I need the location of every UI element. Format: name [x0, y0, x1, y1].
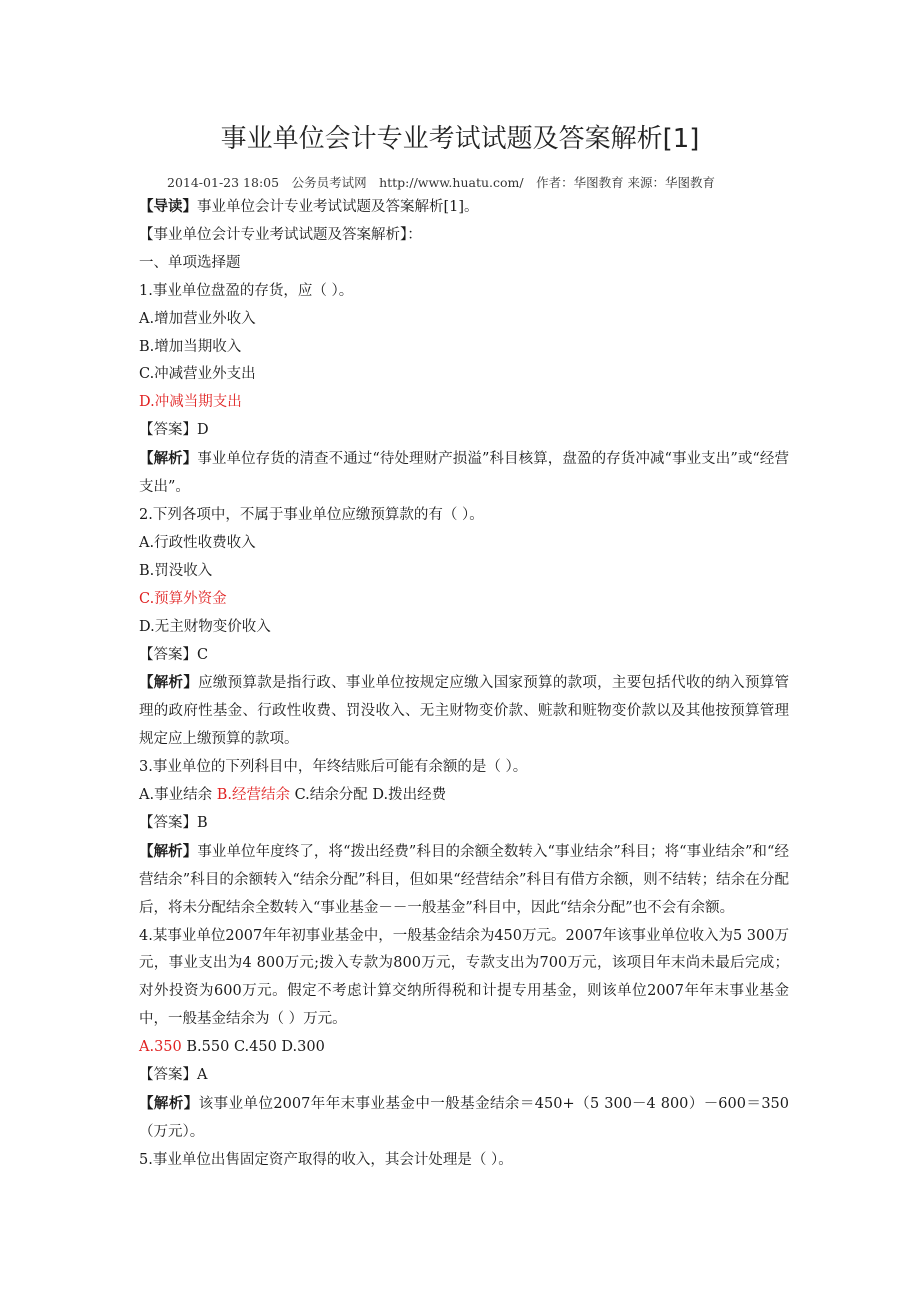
- intro-daodu: [139, 193, 789, 222]
- analysis-tag: 【解析】: [139, 1095, 199, 1112]
- answer-tag: 【答案】: [139, 646, 197, 663]
- q1-answer-value: D: [197, 422, 209, 439]
- q4-stem: 4.某事业单位2007年年初事业基金中，一般基金结余为450万元。2007年该事业单位收入为5 300万元，事业支出为4 800万元;拨入专款为800万元，专款支出为700万元，该项目年末尚未最后完成；对外投资为600万元。假定不考虑计算交纳所得税和计提专用基金，则该单位2007年年末事业基金中，一般基金结余为（ ）万元。: [139, 927, 789, 1028]
- q3-option-a: A.事业结余: [139, 787, 213, 804]
- q4-options: [139, 1034, 789, 1062]
- q3-analysis-text: 事业单位年度终了，将“拨出经费”科目的余额全数转入“事业结余”科目；将“事业结余”和“经营结余”科目的余额转入“结余分配”科目，但如果“经营结余”科目有借方余额，则不结转；结余在分配后，将未分配结余全数转入“事业基金－－一般基金”科目中，因此“结余分配”也不会有余额。: [139, 843, 790, 916]
- q3-option-d: D.拨出经费: [372, 787, 447, 804]
- q1-answer: [139, 417, 789, 445]
- intro-header: 【事业单位会计专业考试试题及答案解析】：: [139, 226, 422, 243]
- q4-option-b: B.550: [186, 1039, 230, 1056]
- analysis-tag: 【解析】: [139, 674, 199, 692]
- analysis-tag: 【解析】: [139, 450, 198, 468]
- q5-stem: 5.事业单位出售固定资产取得的收入，其会计处理是（ ）。: [139, 1151, 513, 1168]
- q2-option-d: D.无主财物变价收入: [139, 618, 271, 635]
- q4-analysis: [139, 1090, 789, 1147]
- q2-analysis: [139, 669, 789, 754]
- q2-option-b: B.罚没收入: [139, 562, 213, 579]
- q4-analysis-text: 该事业单位2007年年末事业基金中一般基金结余＝450+（5 300－4 800）－600＝350（万元）。: [139, 1096, 789, 1140]
- q3-analysis: [139, 838, 789, 923]
- article-title: 事业单位会计专业考试试题及答案解析[1]: [220, 124, 700, 154]
- q3-answer-value: B: [197, 814, 208, 831]
- q1-option-a: A.增加营业外收入: [139, 310, 256, 327]
- q1-option-b: B.增加当期收入: [139, 338, 242, 355]
- q1-analysis: [139, 445, 789, 502]
- q2-option-a: A.行政性收费收入: [139, 534, 256, 551]
- q3-options: [139, 782, 789, 810]
- q1-analysis-text: 事业单位存货的清查不通过“待处理财产损溢”科目核算，盘盈的存货冲减“事业支出”或“经营支出”。: [139, 451, 789, 496]
- daodu-tag: 【导读】: [139, 198, 197, 215]
- article-meta: 2014-01-23 18:05 公务员考试网 http://www.huatu.com/ 作者：华图教育 来源：华图教育: [167, 175, 716, 190]
- q4-answer-value: A: [197, 1067, 208, 1084]
- q1-option-d-correct: D.冲减当期支出: [139, 394, 242, 411]
- q3-option-c: C.结余分配: [294, 787, 368, 804]
- q2-answer: [139, 642, 789, 670]
- analysis-tag: 【解析】: [139, 842, 198, 860]
- q4-option-a-correct: A.350: [139, 1039, 182, 1056]
- q2-stem: 2.下列各项中，不属于事业单位应缴预算款的有（ ）。: [139, 506, 484, 523]
- daodu-text: 事业单位会计专业考试试题及答案解析[1]。: [197, 199, 479, 215]
- answer-tag: 【答案】: [139, 422, 197, 439]
- q2-analysis-text: 应缴预算款是指行政、事业单位按规定应缴入国家预算的款项，主要包括代收的纳入预算管理的政府性基金、行政性收费、罚没收入、无主财物变价款、赃款和赃物变价款以及其他按预算管理规定应上缴预算的款项。: [139, 675, 790, 748]
- section-heading: 一、单项选择题: [139, 254, 241, 271]
- q4-answer: [139, 1062, 789, 1090]
- q1-option-c: C.冲减营业外支出: [139, 366, 256, 383]
- q4-option-d: D.300: [281, 1039, 325, 1056]
- q3-answer: [139, 810, 789, 838]
- answer-tag: 【答案】: [139, 814, 197, 831]
- q1-stem: 1.事业单位盘盈的存货，应（ ）。: [139, 282, 354, 299]
- q2-answer-value: C: [197, 646, 209, 663]
- article-body: [139, 193, 789, 1175]
- q2-option-c-correct: C.预算外资金: [139, 590, 227, 607]
- q3-option-b-correct: B.经营结余: [216, 787, 290, 804]
- q3-stem: 3.事业单位的下列科目中，年终结账后可能有余额的是（ ）。: [139, 759, 528, 776]
- answer-tag: 【答案】: [139, 1067, 197, 1084]
- q4-option-c: C.450: [233, 1039, 277, 1056]
